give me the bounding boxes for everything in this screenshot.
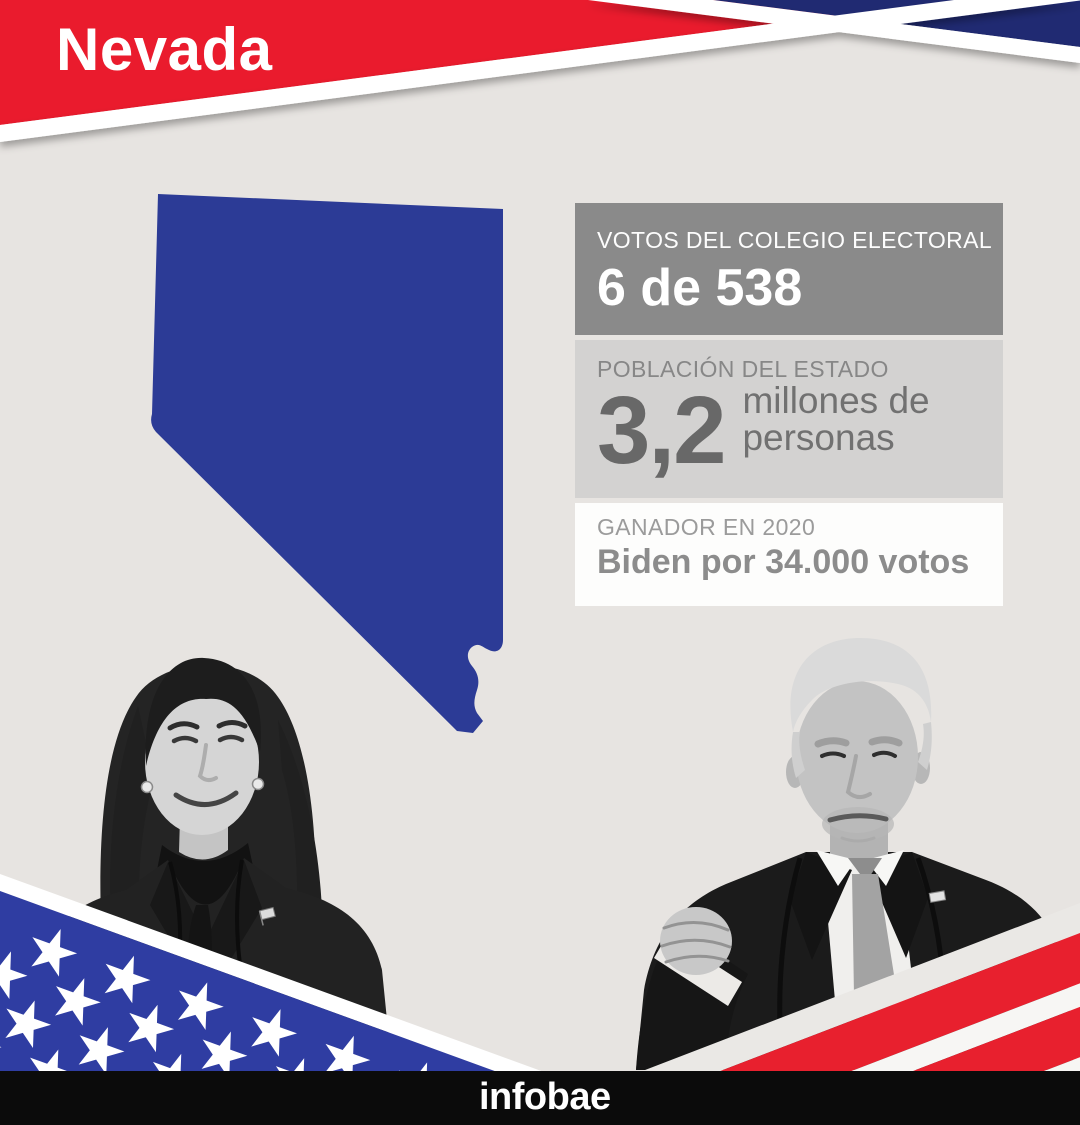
population-units-line1: millones de xyxy=(742,380,930,422)
population-box xyxy=(575,340,1003,498)
population-label: POBLACIÓN DEL ESTADO xyxy=(597,356,889,382)
trump-jaw-shading xyxy=(822,807,894,841)
harris-earring-right xyxy=(253,779,264,790)
trump-flag-pin xyxy=(929,891,945,902)
harris-earring-left xyxy=(142,782,153,793)
population-units xyxy=(742,380,930,459)
infobae-logo: infobae xyxy=(479,1076,611,1118)
winner-2020-value: Biden por 34.000 votos xyxy=(597,543,970,582)
electoral-votes-value: 6 de 538 xyxy=(597,259,803,318)
population-number: 3,2 xyxy=(597,377,725,485)
population-value-row xyxy=(597,377,1003,485)
winner-2020-box xyxy=(575,503,1003,606)
electoral-votes-box xyxy=(575,203,1003,335)
winner-2020-label: GANADOR EN 2020 xyxy=(597,514,816,540)
electoral-votes-label: VOTOS DEL COLEGIO ELECTORAL xyxy=(597,227,993,253)
population-units-line2: personas xyxy=(742,417,895,459)
state-title: Nevada xyxy=(56,16,273,83)
